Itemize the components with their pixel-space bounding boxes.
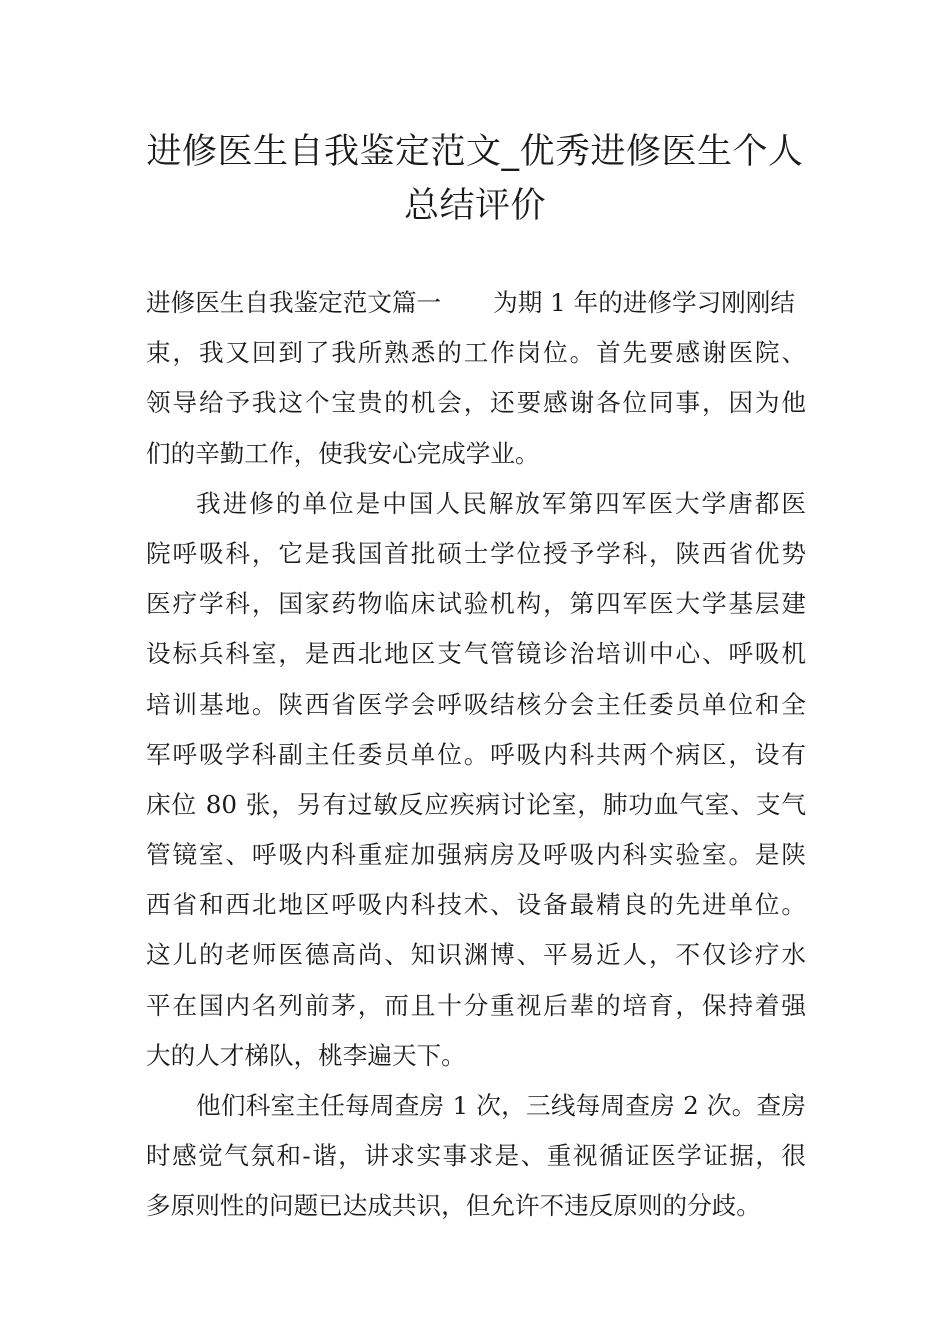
text-line: 西省和西北地区呼吸内科技术、设备最精良的先进单位。: [146, 890, 806, 920]
text-line: 这儿的老师医德高尚、知识渊博、平易近人，不仅诊疗水: [146, 940, 806, 970]
text-line: 大的人才梯队，桃李遍天下。: [146, 1040, 466, 1070]
document-title: [100, 125, 850, 233]
text-line: 我进修的单位是中国人民解放军第四军医大学唐都医: [196, 488, 806, 518]
paragraph: [146, 278, 806, 479]
text-line: 床位 80 张，另有过敏反应疾病讨论室，肺功血气室、支气: [146, 789, 806, 819]
text-line: 管镜室、呼吸内科重症加强病房及呼吸内科实验室。是陕: [146, 840, 806, 870]
title-line: 进修医生自我鉴定范文_优秀进修医生个人: [146, 132, 804, 172]
title-line: 总结评价: [403, 186, 546, 226]
text-line: 医疗学科，国家药物临床试验机构，第四军医大学基层建: [146, 589, 806, 619]
text-line: 领导给予我这个宝贵的机会，还要感谢各位同事，因为他: [146, 388, 806, 418]
text-line: 时感觉气氛和-谐，讲求实事求是、重视循证医学证据，很: [146, 1141, 806, 1171]
text-line: 他们科室主任每周查房 1 次，三线每周查房 2 次。查房: [196, 1091, 806, 1120]
document-body: [146, 278, 806, 1232]
text-line: [146, 278, 806, 328]
text-line: 培训基地。陕西省医学会呼吸结核分会主任委员单位和全: [146, 689, 806, 719]
paragraph: [146, 1081, 806, 1232]
section-heading: 进修医生自我鉴定范文篇一: [146, 288, 442, 317]
paragraph: [146, 479, 806, 1081]
text-line: 多原则性的问题已达成共识，但允许不违反原则的分歧。: [146, 1191, 761, 1221]
text-line: 军呼吸学科副主任委员单位。呼吸内科共两个病区，设有: [146, 739, 806, 769]
text-line: 院呼吸科，它是我国首批硕士学位授予学科，陕西省优势: [146, 538, 806, 568]
text-line: 束，我又回到了我所熟悉的工作岗位。首先要感谢医院、: [146, 338, 806, 368]
text-line: 平在国内名列前茅，而且十分重视后辈的培育，保持着强: [146, 990, 806, 1020]
text-run: 为期 1 年的进修学习刚刚结: [493, 288, 795, 317]
text-line: 设标兵科室，是西北地区支气管镜诊治培训中心、呼吸机: [146, 639, 806, 669]
text-line: 们的辛勤工作，使我安心完成学业。: [146, 438, 540, 468]
